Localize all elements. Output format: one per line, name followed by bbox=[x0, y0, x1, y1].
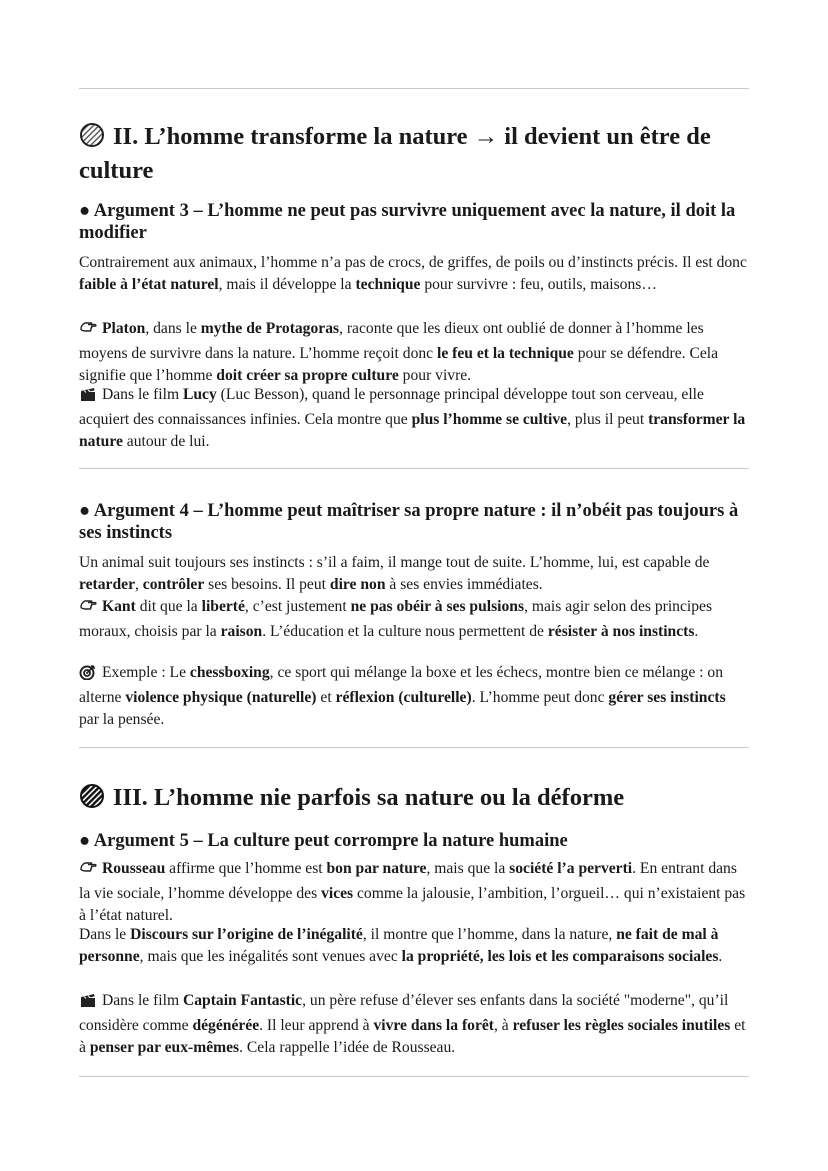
bold-text: vivre dans la forêt bbox=[373, 1017, 494, 1034]
argument-heading bbox=[79, 500, 749, 544]
paragraph bbox=[79, 552, 749, 596]
text: , il montre que l’homme, dans la nature, bbox=[362, 926, 617, 943]
bold-text: le feu et la technique bbox=[436, 345, 574, 362]
pointing-hand-icon bbox=[79, 598, 97, 621]
clapper-board-icon bbox=[79, 992, 97, 1015]
heading-text: ● Argument 5 – La culture peut corrompre la nature humaine bbox=[79, 831, 568, 851]
bold-text: réflexion (culturelle) bbox=[335, 689, 472, 706]
bold-text: violence physique (naturelle) bbox=[125, 689, 317, 706]
bold-text: mythe de Protagoras bbox=[200, 320, 340, 337]
text: (Luc Besson), quand le personnage principal développe tout son cerveau, elle acquiert des connaissances infinies. Cela montre que bbox=[79, 386, 704, 428]
argument-heading bbox=[79, 200, 749, 244]
section-divider bbox=[79, 468, 749, 469]
text: dit que la bbox=[135, 598, 202, 615]
bold-text: Discours sur l’origine de l’inégalité bbox=[130, 926, 363, 943]
bold-text: résister à nos instincts bbox=[547, 623, 695, 640]
paragraph bbox=[79, 318, 749, 387]
bold-text: Rousseau bbox=[102, 860, 166, 877]
text: . L’éducation et la culture nous permettent de bbox=[262, 623, 548, 640]
bold-text: Lucy bbox=[182, 386, 217, 403]
bold-text: vices bbox=[321, 885, 354, 902]
pointing-hand-icon bbox=[79, 320, 97, 343]
bold-text: Kant bbox=[102, 598, 136, 615]
bold-text: dire non bbox=[329, 576, 386, 593]
bold-text: doit créer sa propre culture bbox=[216, 367, 399, 384]
bold-text: dégénérée bbox=[192, 1017, 260, 1034]
text: , un père refuse d’élever ses enfants dans la société "moderne", qu’il considère comme bbox=[79, 992, 729, 1034]
text: par la pensée. bbox=[79, 711, 165, 728]
section-divider bbox=[79, 747, 749, 748]
text: pour survivre : feu, outils, maisons… bbox=[420, 276, 657, 293]
bold-text: plus l’homme se cultive bbox=[411, 411, 568, 428]
text: , raconte que les dieux ont oublié de donner à l’homme les moyens de survivre dans la nature. L’homme reçoit donc bbox=[79, 320, 704, 362]
text: , ce sport qui mélange la boxe et les échecs, montre bien ce mélange : on alterne bbox=[79, 664, 723, 706]
hatched-circle-dark-icon bbox=[79, 783, 105, 817]
text: , mais que les inégalités sont venues avec bbox=[139, 948, 402, 965]
bold-text: la propriété, les lois et les comparaisons sociales bbox=[401, 948, 719, 965]
text: pour se défendre. Cela signifie que l’homme bbox=[79, 345, 719, 384]
bold-text: bon par nature bbox=[326, 860, 427, 877]
hatched-circle-light-icon bbox=[79, 122, 105, 156]
bold-text: faible à l’état naturel bbox=[79, 276, 219, 293]
clapper-board-icon bbox=[79, 386, 97, 409]
text: ses besoins. Il peut bbox=[204, 576, 330, 593]
text: . Il leur apprend à bbox=[259, 1017, 374, 1034]
text: Dans le bbox=[79, 926, 131, 943]
paragraph bbox=[79, 662, 749, 731]
text: . En entrant dans la vie sociale, l’homme développe des bbox=[79, 860, 737, 902]
bold-text: raison bbox=[220, 623, 263, 640]
pointing-hand-icon bbox=[79, 860, 97, 883]
bold-text: chessboxing bbox=[189, 664, 270, 681]
text: , c’est justement bbox=[244, 598, 351, 615]
bold-text: refuser les règles sociales inutiles bbox=[512, 1017, 731, 1034]
text: . bbox=[694, 623, 699, 640]
target-icon bbox=[79, 664, 97, 687]
bold-text: penser par eux-mêmes bbox=[89, 1039, 240, 1056]
heading-text: III. L’homme nie parfois sa nature ou la déforme bbox=[113, 784, 625, 811]
text: et bbox=[316, 689, 336, 706]
paragraph bbox=[79, 384, 749, 453]
heading-text: ● Argument 3 – L’homme ne peut pas survivre uniquement avec la nature, il doit la modifier bbox=[79, 201, 736, 243]
text: comme la jalousie, l’ambition, l’orgueil… qui n’existaient pas à l’état naturel. bbox=[79, 885, 746, 924]
text: et à bbox=[79, 1017, 746, 1056]
text: , mais il développe la bbox=[218, 276, 356, 293]
argument-heading bbox=[79, 830, 749, 852]
text: , mais que la bbox=[426, 860, 510, 877]
section-heading bbox=[79, 783, 749, 817]
text: affirme que l’homme est bbox=[165, 860, 327, 877]
paragraph bbox=[79, 252, 749, 296]
text: . bbox=[718, 948, 723, 965]
bold-text: technique bbox=[355, 276, 421, 293]
text: Dans le film bbox=[102, 386, 183, 403]
paragraph bbox=[79, 596, 749, 643]
section-divider bbox=[79, 1076, 749, 1077]
bold-text: Platon bbox=[102, 320, 146, 337]
text: Exemple : Le bbox=[102, 664, 190, 681]
heading-text: II. L’homme transforme la nature → il devient un être de culture bbox=[79, 123, 711, 184]
bold-text: société l’a perverti bbox=[509, 860, 633, 877]
paragraph bbox=[79, 924, 749, 968]
paragraph bbox=[79, 990, 749, 1059]
section-divider bbox=[79, 88, 749, 89]
text: , à bbox=[494, 1017, 513, 1034]
text: pour vivre. bbox=[398, 367, 472, 384]
text: à ses envies immédiates. bbox=[385, 576, 543, 593]
text: Contrairement aux animaux, l’homme n’a pas de crocs, de griffes, de poils ou d’instincts précis. Il est donc bbox=[79, 254, 747, 271]
bold-text: gérer ses instincts bbox=[608, 689, 726, 706]
text: , mais agir selon des principes moraux, choisis par la bbox=[79, 598, 713, 640]
bold-text: Captain Fantastic bbox=[182, 992, 303, 1009]
text: Un animal suit toujours ses instincts : s’il a faim, il mange tout de suite. L’homme, lui, est capable de bbox=[79, 554, 710, 571]
bold-text: ne fait de mal à personne bbox=[79, 926, 719, 965]
text: , plus il peut bbox=[567, 411, 649, 428]
heading-text: ● Argument 4 – L’homme peut maîtriser sa propre nature : il n’obéit pas toujours à ses instincts bbox=[79, 501, 739, 543]
text: , dans le bbox=[145, 320, 201, 337]
bold-text: liberté bbox=[201, 598, 245, 615]
paragraph bbox=[79, 858, 749, 927]
bold-text: transformer la nature bbox=[79, 411, 746, 450]
text: . Cela rappelle l’idée de Rousseau. bbox=[239, 1039, 456, 1056]
text: . L’homme peut donc bbox=[471, 689, 609, 706]
bold-text: contrôler bbox=[142, 576, 205, 593]
bold-text: retarder bbox=[79, 576, 135, 593]
text: autour de lui. bbox=[122, 433, 210, 450]
text: Dans le film bbox=[102, 992, 183, 1009]
section-heading bbox=[79, 122, 749, 186]
text: , bbox=[135, 576, 143, 593]
bold-text: ne pas obéir à ses pulsions bbox=[350, 598, 525, 615]
